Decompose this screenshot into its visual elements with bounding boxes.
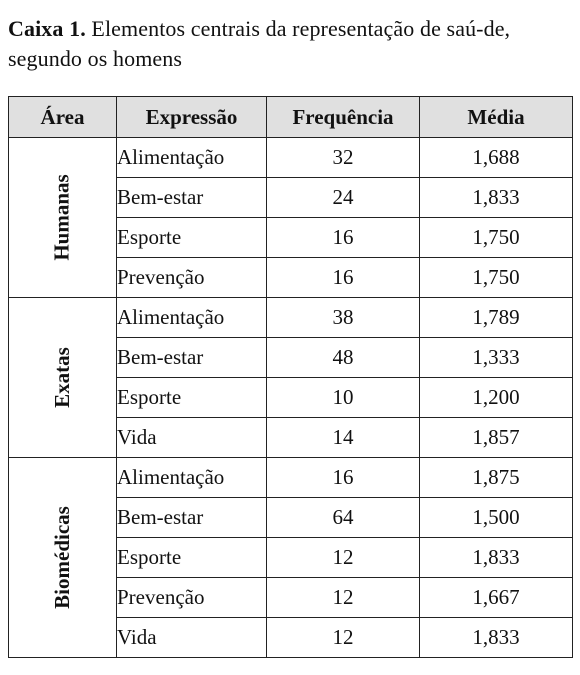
media-cell: 1,833 [420,618,573,658]
header-frequencia: Frequência [267,97,420,138]
media-cell: 1,833 [420,538,573,578]
expressao-cell: Alimentação [117,298,267,338]
media-cell: 1,789 [420,298,573,338]
expressao-cell: Prevenção [117,578,267,618]
area-cell-exatas [9,298,117,458]
area-cell-humanas [9,138,117,298]
frequencia-cell: 38 [267,298,420,338]
area-cell-biomedicas [9,458,117,658]
frequencia-cell: 48 [267,338,420,378]
media-cell: 1,857 [420,418,573,458]
expressao-cell: Prevenção [117,258,267,298]
table-row [9,138,573,178]
media-cell: 1,667 [420,578,573,618]
frequencia-cell: 64 [267,498,420,538]
table-row [9,298,573,338]
frequencia-cell: 16 [267,258,420,298]
expressao-cell: Vida [117,418,267,458]
media-cell: 1,500 [420,498,573,538]
frequencia-cell: 24 [267,178,420,218]
area-label: Exatas [50,347,74,408]
table-row [9,458,573,498]
frequencia-cell: 16 [267,458,420,498]
expressao-cell: Esporte [117,538,267,578]
media-cell: 1,833 [420,178,573,218]
expressao-cell: Bem-estar [117,498,267,538]
data-table [8,96,573,658]
frequencia-cell: 12 [267,538,420,578]
expressao-cell: Bem-estar [117,338,267,378]
header-row [9,97,573,138]
media-cell: 1,688 [420,138,573,178]
frequencia-cell: 10 [267,378,420,418]
expressao-cell: Esporte [117,218,267,258]
header-media: Média [420,97,573,138]
frequencia-cell: 12 [267,578,420,618]
frequencia-cell: 32 [267,138,420,178]
frequencia-cell: 14 [267,418,420,458]
media-cell: 1,200 [420,378,573,418]
media-cell: 1,750 [420,258,573,298]
frequencia-cell: 16 [267,218,420,258]
media-cell: 1,750 [420,218,573,258]
area-label: Humanas [49,174,74,261]
area-label: Biomédicas [49,506,74,609]
expressao-cell: Alimentação [117,138,267,178]
expressao-cell: Alimentação [117,458,267,498]
table-caption [8,14,570,74]
expressao-cell: Vida [117,618,267,658]
expressao-cell: Esporte [117,378,267,418]
caption-text: Elementos centrais da representação de saú-de, segundo os homens [8,16,511,71]
header-area: Área [9,97,117,138]
expressao-cell: Bem-estar [117,178,267,218]
media-cell: 1,875 [420,458,573,498]
media-cell: 1,333 [420,338,573,378]
caption-label: Caixa 1. [8,16,86,41]
header-expressao: Expressão [117,97,267,138]
frequencia-cell: 12 [267,618,420,658]
